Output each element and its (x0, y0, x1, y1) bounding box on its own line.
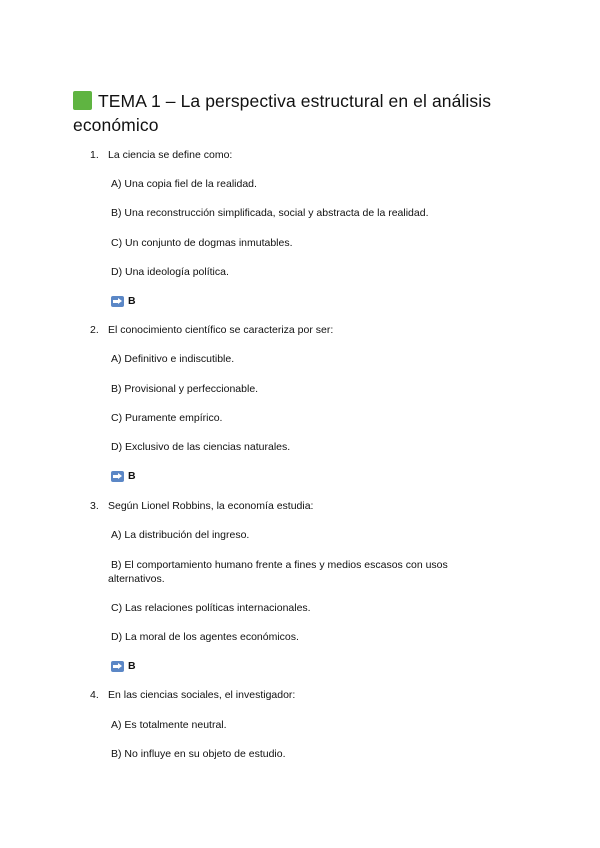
option-2a: A) Definitivo e indiscutible. (111, 353, 235, 365)
answer-1 (111, 294, 136, 308)
answer-text: B (128, 660, 136, 672)
option-1a: A) Una copia fiel de la realidad. (111, 178, 257, 190)
question-text: La ciencia se define como: (108, 149, 233, 161)
option-2c: C) Puramente empírico. (111, 412, 223, 424)
green-square-icon (73, 91, 92, 110)
option-3d: D) La moral de los agentes económicos. (111, 631, 299, 643)
title-text: TEMA 1 – La perspectiva estructural en el análisis económico (73, 91, 492, 135)
question-4 (90, 688, 490, 702)
question-1 (90, 148, 490, 162)
option-4b: B) No influye en su objeto de estudio. (111, 748, 286, 760)
option-1c: C) Un conjunto de dogmas inmutables. (111, 237, 293, 249)
question-3 (90, 499, 490, 513)
option-3b: B) El comportamiento humano frente a fines y medios escasos con usos alternativos. (108, 559, 448, 585)
question-number: 3. (90, 500, 99, 512)
question-number: 4. (90, 689, 99, 701)
right-arrow-icon (111, 471, 124, 482)
option-1d: D) Una ideología política. (111, 266, 229, 278)
question-text: El conocimiento científico se caracteriza por ser: (108, 324, 334, 336)
option-2b: B) Provisional y perfeccionable. (111, 383, 259, 395)
option-1b: B) Una reconstrucción simplificada, social y abstracta de la realidad. (111, 207, 429, 219)
option-4a: A) Es totalmente neutral. (111, 719, 227, 731)
right-arrow-icon (111, 661, 124, 672)
question-number: 2. (90, 324, 99, 336)
page-title (73, 89, 533, 137)
answer-text: B (128, 470, 136, 482)
question-2 (90, 323, 490, 337)
answer-2 (111, 469, 136, 483)
question-text: Según Lionel Robbins, la economía estudia: (108, 500, 314, 512)
option-2d: D) Exclusivo de las ciencias naturales. (111, 441, 291, 453)
question-number: 1. (90, 149, 99, 161)
option-3a: A) La distribución del ingreso. (111, 529, 250, 541)
option-3c: C) Las relaciones políticas internacionales. (111, 602, 311, 614)
right-arrow-icon (111, 296, 124, 307)
answer-3 (111, 659, 136, 673)
answer-text: B (128, 295, 136, 307)
question-text: En las ciencias sociales, el investigador: (108, 689, 296, 701)
